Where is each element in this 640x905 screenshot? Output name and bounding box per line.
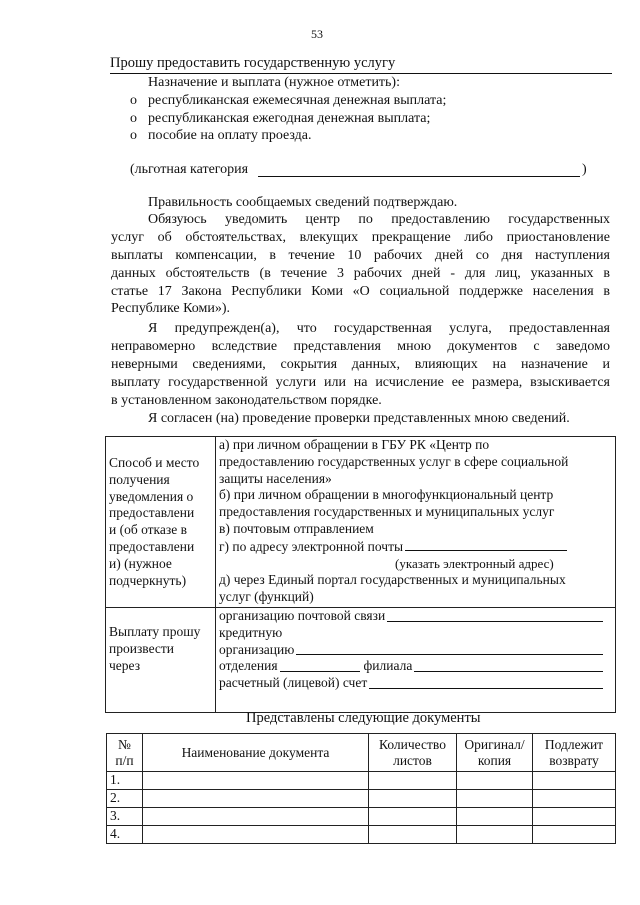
header-text: листов <box>393 752 432 768</box>
paragraph-line: статье 17 Закона Республики Коми «О социальной поддержке населения в <box>111 284 610 299</box>
credit-org-field[interactable] <box>296 642 603 655</box>
header-text: Оригинал/ <box>464 736 525 752</box>
col-num-header <box>107 734 143 772</box>
documents-table <box>106 733 616 844</box>
payment-account[interactable] <box>219 675 603 692</box>
title-underline <box>110 73 612 74</box>
confirm-text: Правильность сообщаемых сведений подтверждаю. <box>148 195 458 210</box>
purpose-title: Назначение и выплата (нужное отметить): <box>148 75 400 90</box>
header-text: возврату <box>549 752 599 768</box>
doc-count-cell[interactable] <box>369 772 457 790</box>
paragraph-line: выплату государственной услуги или на исчисление ее размера, взыскивается <box>111 375 610 390</box>
branch-field[interactable] <box>280 659 360 672</box>
doc-count-cell[interactable] <box>369 808 457 826</box>
paragraph-line: данных обстоятельств (в течение 3 рабочих дней - для лиц, указанных в <box>111 266 610 281</box>
credit-org-label: организацию <box>219 641 295 657</box>
option-yearly: республиканская ежегодная денежная выплата; <box>148 111 431 126</box>
page-number: 53 <box>311 27 323 41</box>
payment-branch[interactable] <box>219 658 603 675</box>
header-text: Подлежит <box>544 736 604 752</box>
paragraph-line: Республике Коми»). <box>111 301 230 316</box>
row-number: 3. <box>107 808 143 826</box>
table-row <box>107 790 616 808</box>
notify-option-portal-cont: услуг (функций) <box>219 589 314 605</box>
row-number: 2. <box>107 790 143 808</box>
label-line: Выплату прошу <box>109 624 201 639</box>
email-field[interactable] <box>405 538 567 551</box>
doc-name-cell[interactable] <box>143 790 369 808</box>
account-label: расчетный (лицевой) счет <box>219 675 368 691</box>
paragraph-line: Я предупрежден(а), что государственная услуга, предоставленная <box>148 321 610 336</box>
header-text: п/п <box>115 752 134 768</box>
label-line: и (об отказе в <box>109 522 187 538</box>
doc-orig-cell[interactable] <box>457 790 533 808</box>
col-count-header <box>369 734 457 772</box>
notify-row <box>106 437 616 608</box>
label-line: произвести <box>109 640 175 656</box>
col-name-header: Наименование документа <box>143 734 369 772</box>
option-travel: пособие на оплату проезда. <box>148 128 312 143</box>
label-line: Способ и место <box>109 455 200 470</box>
paragraph-line: услуг об обстоятельствах, влекущих прекращение либо приостановление <box>111 230 610 245</box>
notify-option-center[interactable]: а) при личном обращении в ГБУ РК «Центр по <box>219 437 490 452</box>
row-number: 4. <box>107 826 143 844</box>
payment-credit-org[interactable] <box>219 642 603 659</box>
postal-field[interactable] <box>387 609 603 622</box>
label-line: получения <box>109 471 170 487</box>
table-row <box>107 772 616 790</box>
email-label: г) по адресу электронной почты <box>219 538 404 554</box>
filial-label: филиала <box>363 658 413 674</box>
label-line: через <box>109 657 141 673</box>
option-bullet[interactable]: o <box>130 93 137 108</box>
paragraph-line: в установленном законодательством порядке. <box>111 393 382 408</box>
notify-option-center-cont: предоставлению государственных услуг в сфере социальной <box>219 453 569 469</box>
account-field[interactable] <box>369 676 603 689</box>
doc-orig-cell[interactable] <box>457 772 533 790</box>
paragraph-line: Обязуюсь уведомить центр по предоставлению государственных <box>148 212 610 227</box>
email-hint: (указать электронный адрес) <box>395 555 554 571</box>
paragraph-line: выплаты компенсации, в течение 10 рабочих дней со дня наступления <box>111 248 610 263</box>
notify-option-mail[interactable]: в) почтовым отправлением <box>219 520 374 536</box>
header-text: копия <box>477 752 512 768</box>
doc-return-cell[interactable] <box>533 790 616 808</box>
doc-name-cell[interactable] <box>143 808 369 826</box>
docs-header-row <box>107 734 616 772</box>
category-label: (льготная категория <box>130 162 249 177</box>
notify-payment-table <box>105 436 616 713</box>
category-field[interactable] <box>258 176 580 177</box>
payment-credit[interactable]: кредитную <box>219 624 283 640</box>
docs-title: Представлены следующие документы <box>246 710 481 726</box>
consent-text: Я согласен (на) проведение проверки представленных мною сведений. <box>148 411 570 426</box>
payment-label <box>106 608 216 713</box>
doc-orig-cell[interactable] <box>457 826 533 844</box>
notify-option-center-cont: защиты населения» <box>219 470 332 486</box>
request-title: Прошу предоставить государственную услугу <box>110 55 396 71</box>
doc-return-cell[interactable] <box>533 772 616 790</box>
payment-postal[interactable] <box>219 608 603 625</box>
notify-option-mfc-cont: предоставления государственных и муниципальных услуг <box>219 504 555 520</box>
filial-field[interactable] <box>414 659 603 672</box>
label-line: предоставлени <box>109 505 195 521</box>
option-monthly: республиканская ежемесячная денежная выплата; <box>148 93 447 108</box>
notify-option-mfc[interactable]: б) при личном обращении в многофункциональный центр <box>219 487 554 503</box>
header-text: Количество <box>379 736 446 752</box>
postal-label: организацию почтовой связи <box>219 608 386 623</box>
payment-row <box>106 608 616 713</box>
table-row <box>107 808 616 826</box>
doc-return-cell[interactable] <box>533 808 616 826</box>
doc-name-cell[interactable] <box>143 772 369 790</box>
header-text: № <box>118 736 131 752</box>
category-close: ) <box>582 162 587 177</box>
label-line: и) (нужное <box>109 555 172 571</box>
label-line: уведомления о <box>109 488 194 504</box>
paragraph-line: неправомерно вследствие представления мною документов с заведомо <box>111 339 610 354</box>
table-row <box>107 826 616 844</box>
paragraph-line: неверными сведениями, сокрытия данных, влияющих на назначение и <box>111 357 610 372</box>
doc-count-cell[interactable] <box>369 826 457 844</box>
label-line: предоставлени <box>109 538 195 554</box>
option-bullet[interactable]: o <box>130 128 137 143</box>
option-bullet[interactable]: o <box>130 111 137 126</box>
doc-return-cell[interactable] <box>533 826 616 844</box>
label-line: подчеркнуть) <box>109 572 187 588</box>
row-number: 1. <box>107 772 143 790</box>
col-return-header <box>533 734 616 772</box>
doc-name-cell[interactable] <box>143 826 369 844</box>
doc-orig-cell[interactable] <box>457 808 533 826</box>
payment-options <box>216 608 616 713</box>
notify-option-email[interactable] <box>219 538 612 556</box>
branch-label: отделения <box>219 658 278 674</box>
notify-option-portal[interactable]: д) через Единый портал государственных и муниципальных <box>219 572 566 588</box>
notify-options <box>216 437 616 608</box>
doc-count-cell[interactable] <box>369 790 457 808</box>
notify-label <box>106 437 216 608</box>
col-orig-header <box>457 734 533 772</box>
